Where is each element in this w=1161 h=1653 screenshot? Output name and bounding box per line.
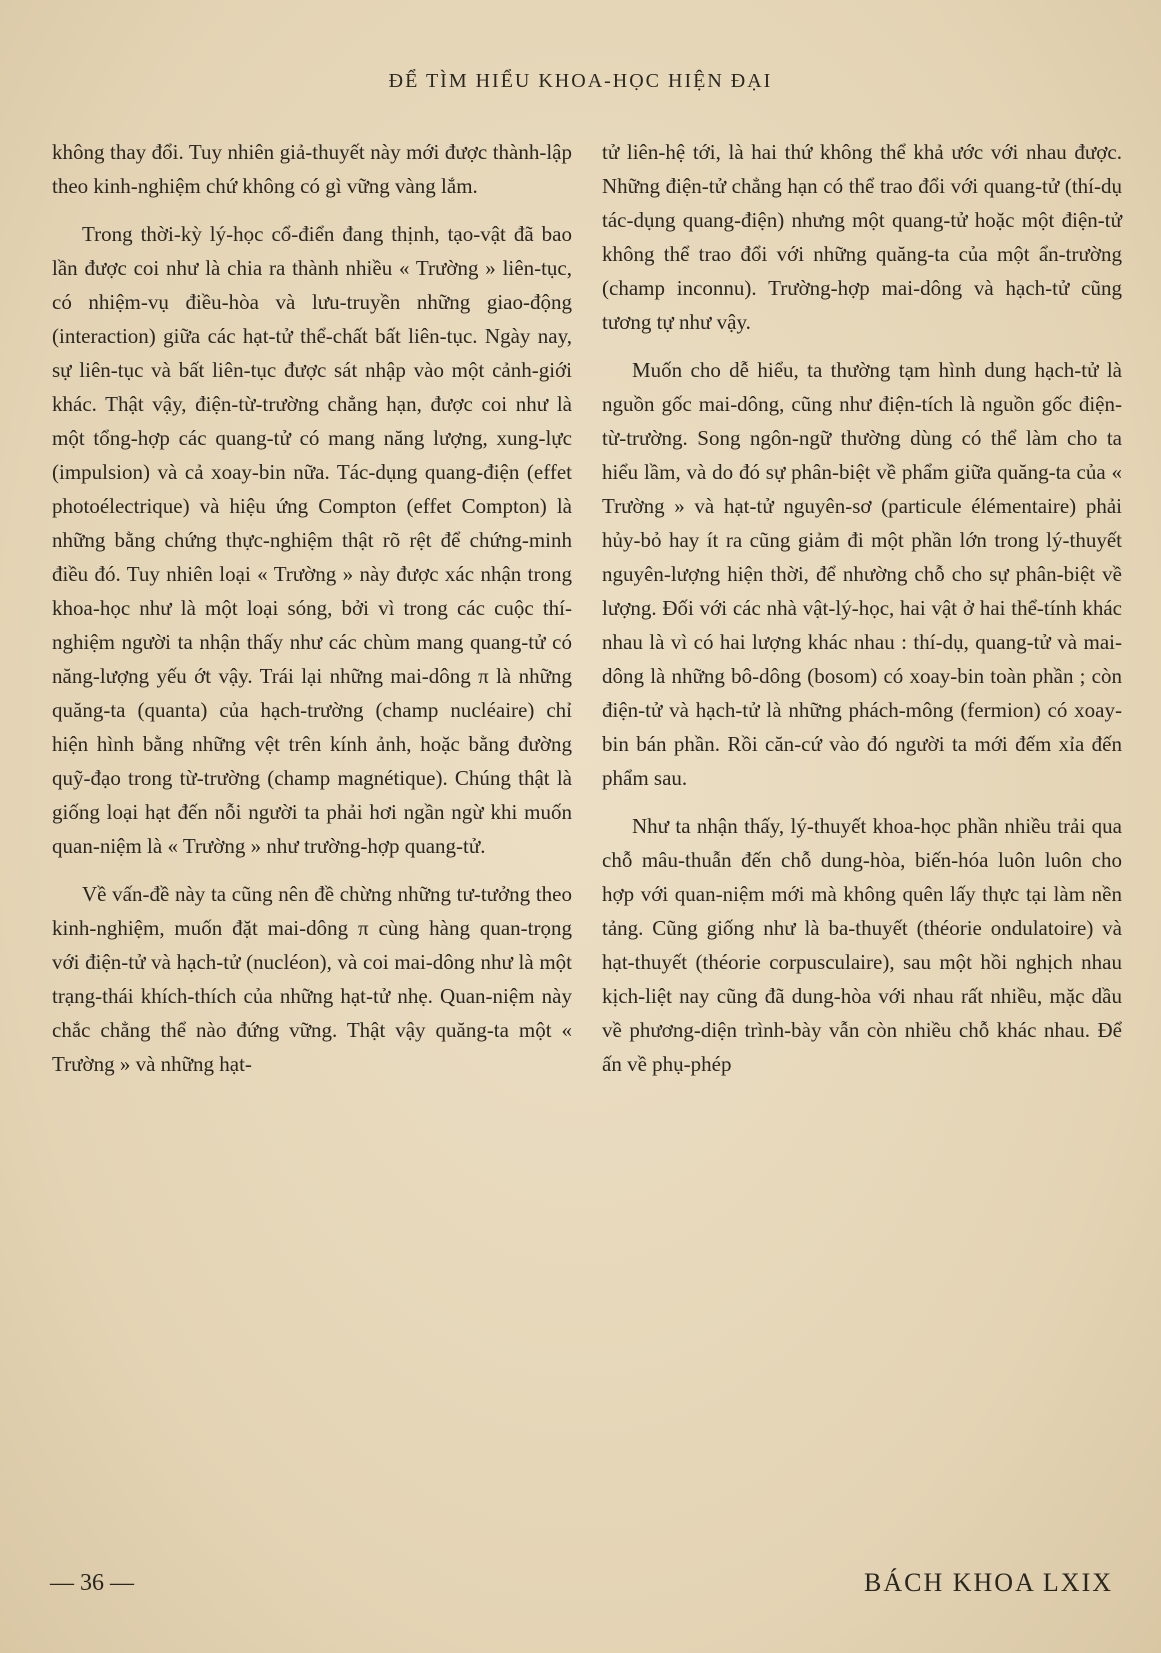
paragraph: Trong thời-kỳ lý-học cổ-điển đang thịnh, tạo-vật đã bao lần được coi như là chia ra thành nhiều « Trường » liên-tục, có nhiệm-vụ điều-hòa và lưu-truyền những giao-động (interaction) giữa các hạt-tử thể-chất bất liên-tục. Ngày nay, sự liên-tục và bất liên-tục được sát nhập vào một cảnh-giới khác. Thật vậy, điện-từ-trường chẳng hạn, được coi như là một tổng-hợp các quang-tử có mang năng lượng, xung-lực (impulsion) và cả xoay-bin nữa. Tác-dụng quang-điện (effet photoélectrique) và hiệu ứng Compton (effet Compton) là những bằng chứng thực-nghiệm thật rõ rệt để chứng-minh điều đó. Tuy nhiên loại « Trường » này được xác nhận trong khoa-học như là một loại sóng, bởi vì trong các cuộc thí-nghiệm người ta nhận thấy như các chùm mang quang-tử có năng-lượng yếu ớt vậy. Trái lại những mai-dông π là những quăng-ta (quanta) của hạch-trường (champ nucléaire) chỉ hiện hình bằng những vệt trên kính ảnh, hoặc bằng đường quỹ-đạo trong từ-trường (champ magnétique). Chúng thật là giống loại hạt đến nỗi người ta phải hơi ngần ngừ khi muốn quan-niệm là « Trường » như trường-hợp quang-tử. xyxy=(52,222,572,858)
paragraph: không thay đổi. Tuy nhiên giả-thuyết này mới được thành-lập theo kinh-nghiệm chứ không có gì vững vàng lắm. xyxy=(52,140,572,198)
running-title: ĐỂ TÌM HIỂU KHOA-HỌC HIỆN ĐẠI xyxy=(388,70,773,92)
paragraph: Về vấn-đề này ta cũng nên đề chừng những tư-tưởng theo kinh-nghiệm, muốn đặt mai-dông π cùng hàng quan-trọng với điện-tử và hạch-tử (nucléon), và coi mai-dông như là một trạng-thái khích-thích của những hạt-tử nhẹ. Quan-niệm này chắc chẳng thể nào đứng vững. Thật vậy quăng-ta một « Trường » và những hạt- xyxy=(52,882,572,1076)
left-column xyxy=(52,135,572,1081)
right-column xyxy=(602,135,1122,1081)
paragraph: tử liên-hệ tới, là hai thứ không thể khả ước với nhau được. Những điện-tử chẳng hạn có thể trao đổi với quang-tử (thí-dụ tác-dụng quang-điện) nhưng một quang-tử hoặc một điện-tử không thể trao đổi với những quăng-ta của một ẩn-trường (champ inconnu). Trường-hợp mai-dông và hạch-tử cũng tương tự như vậy. xyxy=(602,140,1122,334)
magazine-title: BÁCH KHOA LXIX xyxy=(864,1568,1113,1597)
paragraph: Như ta nhận thấy, lý-thuyết khoa-học phần nhiều trải qua chỗ mâu-thuẫn đến chỗ dung-hòa, biến-hóa luôn luôn cho hợp với quan-niệm mới mà không quên lấy thực tại làm nền tảng. Cũng giống như là ba-thuyết (théorie ondulatoire) và hạt-thuyết (théorie corpusculaire), sau một hồi nghịch nhau kịch-liệt nay cũng đã dung-hòa với nhau rất nhiều, mặc dầu về phương-diện trình-bày vẫn còn nhiều chỗ khác nhau. Để ấn về phụ-phép xyxy=(602,814,1122,1076)
page-number: — 36 — xyxy=(50,1570,134,1596)
paragraph: Muốn cho dễ hiểu, ta thường tạm hình dung hạch-tử là nguồn gốc mai-dông, cũng như điện-tích là nguồn gốc điện-từ-trường. Song ngôn-ngữ thường dùng có thể làm cho ta hiểu lầm, và do đó sự phân-biệt về phẩm giữa quăng-ta của « Trường » và hạt-tử nguyên-sơ (particule élémentaire) phải hủy-bỏ hay ít ra cũng giảm đi một phần lớn trong lý-thuyết nguyên-lượng hiện thời, để nhường chỗ cho sự phân-biệt về lượng. Đối với các nhà vật-lý-học, hai vật ở hai thể-tính khác nhau là vì có hai lượng khác nhau : thí-dụ, quang-tử và mai-dông là những bô-dông (bosom) có xoay-bin toàn phần ; còn điện-tử và hạch-tử là những phách-mông (fermion) có xoay-bin bán phần. Rồi căn-cứ vào đó người ta mới đếm xỉa đến phẩm sau. xyxy=(602,358,1122,790)
